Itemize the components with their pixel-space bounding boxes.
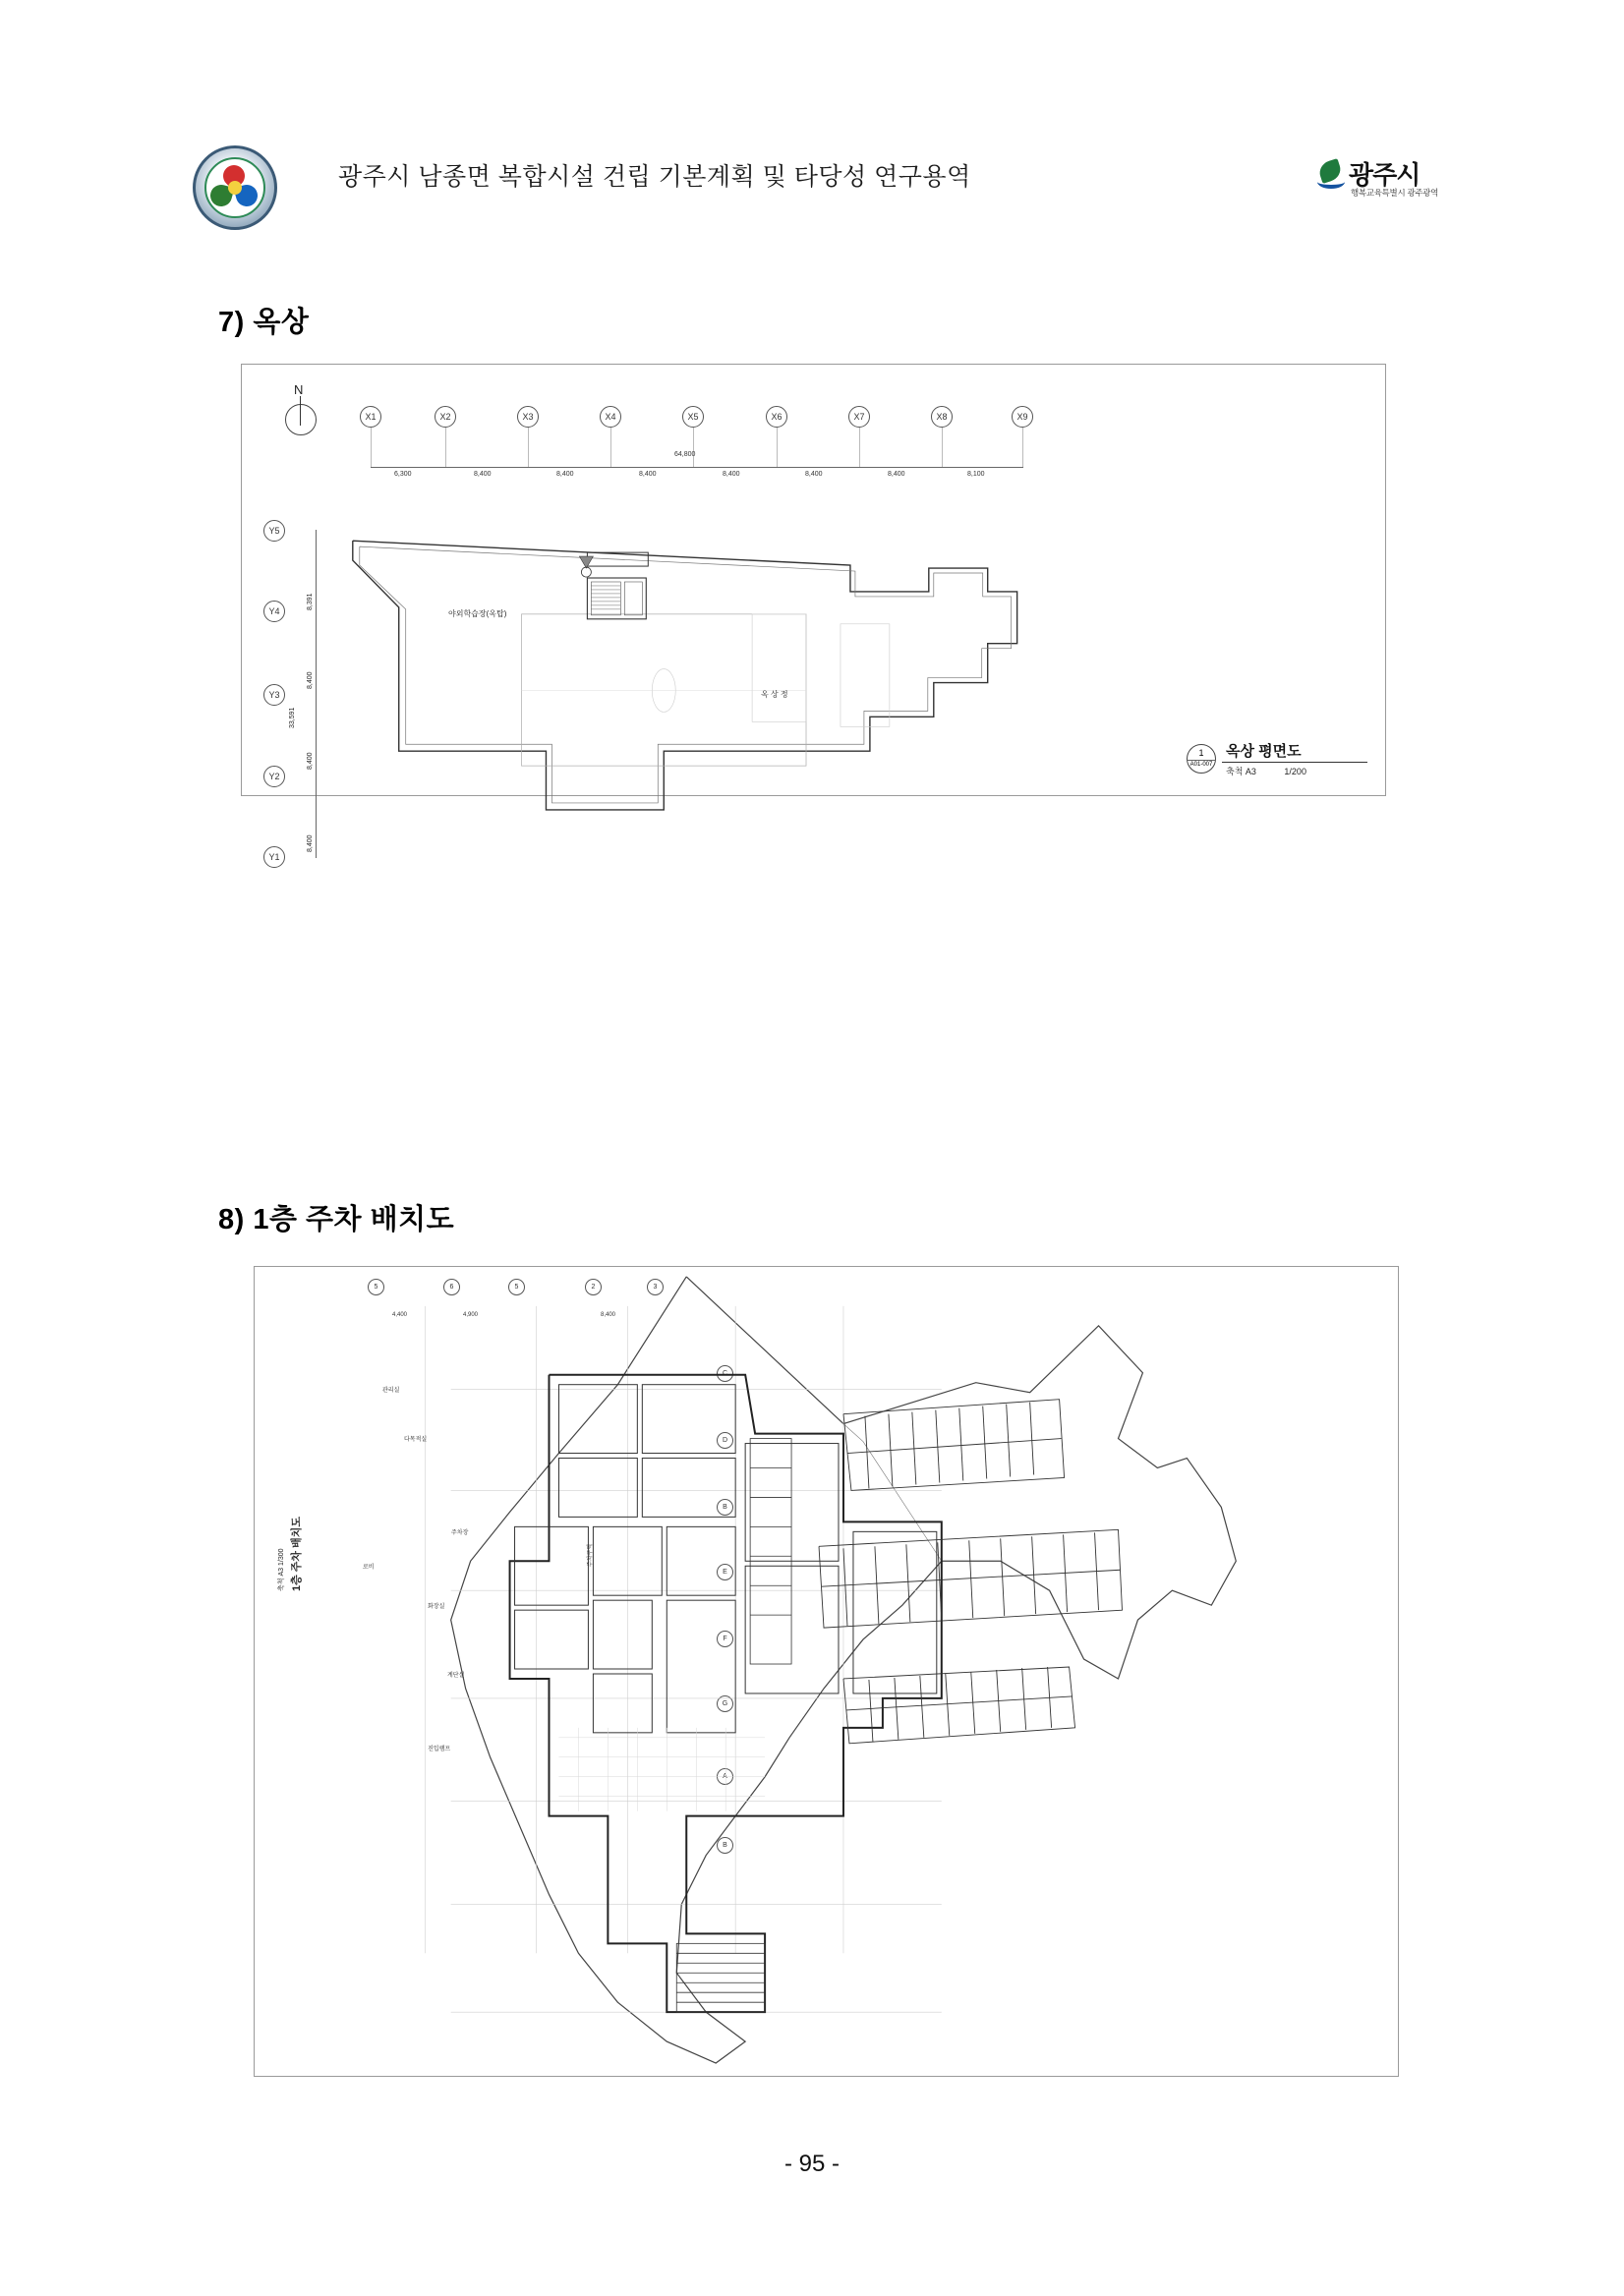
- dim-bay-7: 8,400: [888, 471, 905, 478]
- grid-bubble-right-8: B: [717, 1837, 733, 1854]
- grid-bubble-x4: X4: [600, 406, 621, 428]
- room-label-lobby: 로비: [363, 1565, 375, 1571]
- grid-bubble-top-3: 5: [508, 1279, 525, 1295]
- document-title: 광주시 남종면 복합시설 건립 기본계획 및 타당성 연구용역: [338, 163, 971, 191]
- dim-parking-top-1: 4,400: [392, 1312, 408, 1318]
- grid-bubble-right-6: G: [717, 1695, 733, 1712]
- dim-bay-3: 8,400: [556, 471, 574, 478]
- dim-bay-8: 8,100: [967, 471, 985, 478]
- room-label-restroom: 화장실: [428, 1604, 445, 1610]
- figure-parking-plan: [254, 1266, 1399, 2077]
- roof-plan-title-block: [1187, 738, 1369, 781]
- parking-plan-drawing: [255, 1267, 1398, 2076]
- room-label-office: 관리실: [382, 1388, 400, 1394]
- drawing-scale: [1226, 765, 1306, 777]
- grid-bubble-x9: X9: [1012, 406, 1033, 428]
- grid-bubble-y4: Y4: [263, 601, 285, 622]
- room-label-entry-ramp: 진입램프: [428, 1747, 451, 1752]
- leaf-swoosh-icon: [1315, 159, 1349, 189]
- grid-bubble-x7: X7: [848, 406, 870, 428]
- dim-vert-1: 8,391: [307, 593, 314, 610]
- grid-bubble-top-4: 2: [585, 1279, 602, 1295]
- dim-bay-6: 8,400: [805, 471, 823, 478]
- drawing-title: 옥상 평면도: [1226, 743, 1302, 760]
- section-heading-roof: 7) 옥상: [218, 307, 310, 338]
- grid-bubble-top-1: 5: [368, 1279, 384, 1295]
- scale-value: 1/200: [1284, 767, 1306, 776]
- dim-bay-2: 8,400: [474, 471, 492, 478]
- section-heading-parking: 8) 1층 주차 배치도: [218, 1204, 455, 1235]
- gwangju-city-logo: [1315, 155, 1441, 224]
- figure-roof-plan: [241, 364, 1386, 862]
- page-number: - 95 -: [783, 2151, 840, 2177]
- room-label-parking: 주차장: [451, 1530, 469, 1536]
- detail-number-bubble: [1187, 744, 1216, 774]
- grid-bubble-x5: X5: [682, 406, 704, 428]
- dim-bay-5: 8,400: [723, 471, 740, 478]
- title-underline: [1222, 762, 1367, 763]
- grid-bubble-right-4: E: [717, 1564, 733, 1580]
- dim-vert-3: 8,400: [307, 752, 314, 770]
- room-label-stairwell: 계단실: [447, 1673, 465, 1679]
- grid-bubble-right-2: D: [717, 1432, 733, 1449]
- grid-bubble-y5: Y5: [263, 520, 285, 542]
- grid-bubble-top-2: 6: [443, 1279, 460, 1295]
- dim-overall-horizontal: 64,800: [674, 451, 696, 458]
- room-label-parking-zone: 주차구역: [588, 1543, 594, 1567]
- document-header: [0, 0, 1624, 256]
- dim-bay-1: 6,300: [394, 471, 412, 478]
- sheet-number: A01-007: [1188, 760, 1215, 769]
- room-label-roof-garden: 옥 상 정: [761, 690, 788, 699]
- detail-number: 1: [1198, 748, 1204, 758]
- room-label-outdoor-classroom: 야외학습장(옥탑): [448, 609, 507, 618]
- grid-bubble-right-5: F: [717, 1631, 733, 1647]
- gwangju-emblem-icon: [193, 145, 277, 230]
- north-label: N: [294, 382, 304, 397]
- grid-bubble-x8: X8: [931, 406, 953, 428]
- parking-plan-side-title: 1층 주차 배치도: [291, 1517, 303, 1591]
- roof-outline-svg: [242, 365, 1385, 795]
- dim-parking-top-3: 8,400: [601, 1312, 616, 1318]
- grid-bubble-y3: Y3: [263, 684, 285, 706]
- grid-bubble-top-5: 3: [647, 1279, 664, 1295]
- dim-vert-2: 8,400: [307, 671, 314, 689]
- grid-bubble-right-7: A: [717, 1768, 733, 1785]
- city-logo-subtitle: 행복교육특별시 광주광역: [1351, 188, 1439, 198]
- grid-bubble-y2: Y2: [263, 766, 285, 787]
- city-logo-name: 광주시: [1349, 160, 1421, 190]
- parking-site-svg: [255, 1267, 1398, 2076]
- dim-parking-top-2: 4,900: [463, 1312, 479, 1318]
- dim-vert-4: 8,400: [307, 834, 314, 852]
- grid-bubble-y1: Y1: [263, 846, 285, 868]
- scale-label: 축척 A3: [1226, 767, 1256, 776]
- grid-bubble-x6: X6: [766, 406, 787, 428]
- grid-bubble-x1: X1: [360, 406, 381, 428]
- roof-plan-drawing: [242, 365, 1385, 862]
- room-label-multipurpose: 다목적실: [404, 1437, 428, 1443]
- dim-vert-overall: 33,591: [289, 707, 296, 728]
- dim-bay-4: 8,400: [639, 471, 657, 478]
- parking-plan-side-scale: 축척 A3 1/300: [278, 1548, 285, 1591]
- grid-bubble-x2: X2: [435, 406, 456, 428]
- grid-bubble-x3: X3: [517, 406, 539, 428]
- grid-bubble-right-1: C: [717, 1365, 733, 1382]
- grid-bubble-right-3: B: [717, 1499, 733, 1516]
